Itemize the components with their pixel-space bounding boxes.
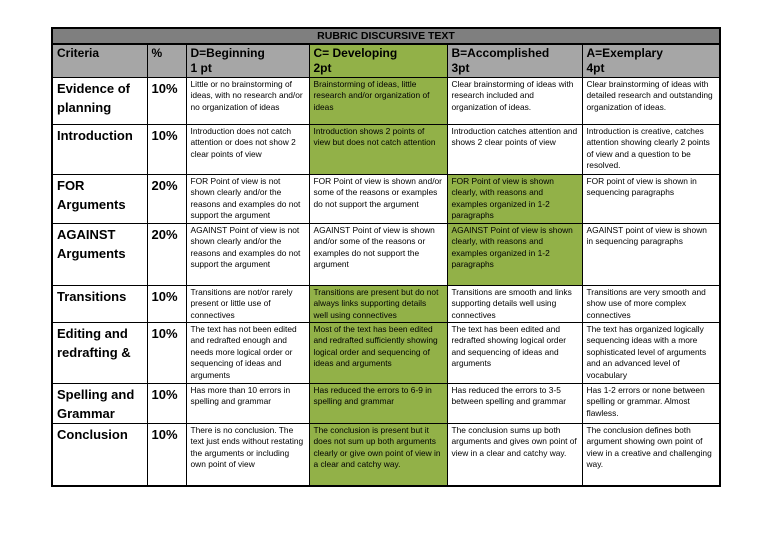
level-d-cell: Little or no brainstorming of ideas, with no research and/or no organization of ideas bbox=[186, 78, 309, 125]
level-name: D=Beginning bbox=[190, 46, 265, 60]
level-b-cell: AGAINST Point of view is shown clearly, with reasons and examples organized in 1-2 paragraphs bbox=[447, 224, 582, 286]
level-d-cell: AGAINST Point of view is not shown clearly and/or the reasons and examples do not support the argument bbox=[186, 224, 309, 286]
percent-cell: 10% bbox=[147, 78, 186, 125]
criterion-cell: FOR Arguments bbox=[52, 175, 147, 224]
header-level-a bbox=[582, 44, 720, 78]
rubric-table bbox=[51, 27, 721, 487]
table-row bbox=[52, 323, 720, 384]
percent-cell: 10% bbox=[147, 323, 186, 384]
level-b-cell: Has reduced the errors to 3-5 between spelling and grammar bbox=[447, 384, 582, 424]
level-a-cell: The text has organized logically sequencing ideas with a more sophisticated level of arguments and an advanced level of vocabulary bbox=[582, 323, 720, 384]
table-row bbox=[52, 384, 720, 424]
header-level-d bbox=[186, 44, 309, 78]
table-row bbox=[52, 424, 720, 486]
level-points: 2pt bbox=[313, 61, 332, 75]
criterion-cell: Introduction bbox=[52, 125, 147, 175]
level-a-cell: FOR point of view is shown in sequencing paragraphs bbox=[582, 175, 720, 224]
level-points: 1 pt bbox=[190, 61, 212, 75]
level-c-cell: FOR Point of view is shown and/or some of the reasons or examples do not support the argument bbox=[309, 175, 447, 224]
level-d-cell: Transitions are not/or rarely present or little use of connectives bbox=[186, 286, 309, 323]
percent-cell: 20% bbox=[147, 175, 186, 224]
table-row bbox=[52, 224, 720, 286]
title-row bbox=[52, 28, 720, 44]
level-d-cell: There is no conclusion. The text just ends without restating the arguments or including own point of view bbox=[186, 424, 309, 486]
percent-cell: 10% bbox=[147, 384, 186, 424]
table-row bbox=[52, 125, 720, 175]
level-c-cell: Has reduced the errors to 6-9 in spelling and grammar bbox=[309, 384, 447, 424]
header-percent: % bbox=[147, 44, 186, 78]
level-c-cell: Most of the text has been edited and redrafted sufficiently showing logical order and sequencing of ideas and arguments bbox=[309, 323, 447, 384]
percent-cell: 20% bbox=[147, 224, 186, 286]
header-level-b bbox=[447, 44, 582, 78]
criterion-cell: Conclusion bbox=[52, 424, 147, 486]
level-c-cell: The conclusion is present but it does not sum up both arguments clearly or give own point of view in a clear and catchy way. bbox=[309, 424, 447, 486]
level-a-cell: The conclusion defines both argument showing own point of view in a creative and challenging way. bbox=[582, 424, 720, 486]
level-name: A=Exemplary bbox=[586, 46, 663, 60]
percent-cell: 10% bbox=[147, 125, 186, 175]
level-points: 4pt bbox=[586, 61, 605, 75]
header-row bbox=[52, 44, 720, 78]
level-d-cell: The text has not been edited and redrafted enough and needs more logical order or sequencing of ideas and arguments bbox=[186, 323, 309, 384]
header-level-c bbox=[309, 44, 447, 78]
level-b-cell: The conclusion sums up both arguments and gives own point of view in a clear and catchy way. bbox=[447, 424, 582, 486]
level-name: C= Developing bbox=[313, 46, 398, 60]
criterion-cell: Spelling and Grammar bbox=[52, 384, 147, 424]
level-b-cell: Clear brainstorming of ideas with research included and organization of ideas. bbox=[447, 78, 582, 125]
level-name: B=Accomplished bbox=[451, 46, 550, 60]
table-row bbox=[52, 78, 720, 125]
level-a-cell: Introduction is creative, catches attention showing clearly 2 points of view and a question to be resolved. bbox=[582, 125, 720, 175]
rubric-title: RUBRIC DISCURSIVE TEXT bbox=[52, 28, 720, 44]
level-a-cell: Has 1-2 errors or none between spelling or grammar. Almost flawless. bbox=[582, 384, 720, 424]
level-d-cell: FOR Point of view is not shown clearly and/or the reasons and examples do not support the argument bbox=[186, 175, 309, 224]
percent-cell: 10% bbox=[147, 424, 186, 486]
level-b-cell: Introduction catches attention and shows 2 clear points of view bbox=[447, 125, 582, 175]
criterion-cell: AGAINST Arguments bbox=[52, 224, 147, 286]
table-row bbox=[52, 286, 720, 323]
criterion-cell: Editing and redrafting & bbox=[52, 323, 147, 384]
level-c-cell: Introduction shows 2 points of view but does not catch attention bbox=[309, 125, 447, 175]
level-a-cell: AGAINST point of view is shown in sequencing paragraphs bbox=[582, 224, 720, 286]
level-c-cell: Transitions are present but do not always links supporting details well using connectives bbox=[309, 286, 447, 323]
header-criteria: Criteria bbox=[52, 44, 147, 78]
level-b-cell: FOR Point of view is shown clearly, with reasons and examples organized in 1-2 paragraphs bbox=[447, 175, 582, 224]
level-d-cell: Introduction does not catch attention or does not show 2 clear points of view bbox=[186, 125, 309, 175]
criterion-cell: Evidence of planning bbox=[52, 78, 147, 125]
level-a-cell: Transitions are very smooth and show use of more complex connectives bbox=[582, 286, 720, 323]
level-points: 3pt bbox=[451, 61, 470, 75]
table-row bbox=[52, 175, 720, 224]
level-c-cell: AGAINST Point of view is shown and/or some of the reasons or examples do not support the argument bbox=[309, 224, 447, 286]
level-c-cell: Brainstorming of ideas, little research and/or organization of ideas bbox=[309, 78, 447, 125]
level-b-cell: The text has been edited and redrafted showing logical order and sequencing of ideas and arguments bbox=[447, 323, 582, 384]
percent-cell: 10% bbox=[147, 286, 186, 323]
criterion-cell: Transitions bbox=[52, 286, 147, 323]
level-b-cell: Transitions are smooth and links supporting details well using connectives bbox=[447, 286, 582, 323]
level-d-cell: Has more than 10 errors in spelling and grammar bbox=[186, 384, 309, 424]
level-a-cell: Clear brainstorming of ideas with detailed research and outstanding organization of ideas. bbox=[582, 78, 720, 125]
